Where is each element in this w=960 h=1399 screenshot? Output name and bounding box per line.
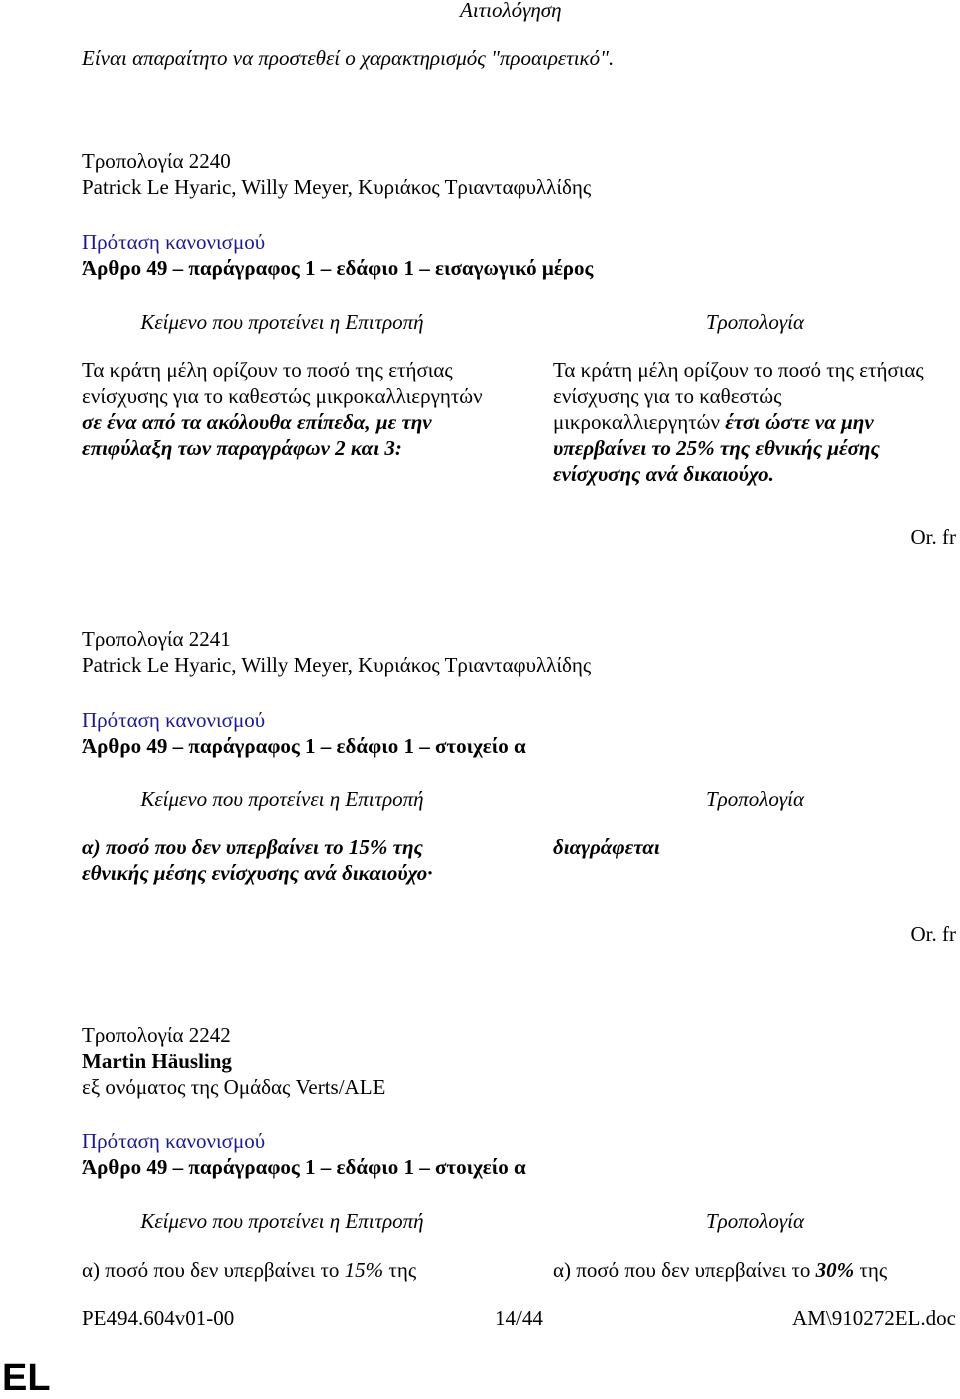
article-reference: Άρθρο 49 – παράγραφος 1 – εδάφιο 1 – εισαγωγικό μέρος — [82, 256, 594, 280]
amendment-text-value: 30% — [815, 1258, 855, 1282]
proposal-label: Πρόταση κανονισμού — [82, 230, 266, 254]
column-header-amendment: Τροπολογία — [705, 1209, 804, 1233]
justification-heading: Αιτιολόγηση — [460, 0, 562, 22]
amendment-authors: Patrick Le Hyaric, Willy Meyer, Κυριάκος Τριανταφυλλίδης — [82, 653, 592, 677]
amendment-number: Τροπολογία 2241 — [82, 627, 231, 651]
article-reference: Άρθρο 49 – παράγραφος 1 – εδάφιο 1 – στοιχείο α — [82, 734, 526, 758]
column-header-commission: Κείμενο που προτείνει η Επιτροπή — [140, 787, 424, 811]
proposal-label: Πρόταση κανονισμού — [82, 1129, 266, 1153]
amendment-number: Τροπολογία 2242 — [82, 1023, 231, 1047]
column-header-commission: Κείμενο που προτείνει η Επιτροπή — [140, 1209, 424, 1233]
footer-page-number: 14/44 — [495, 1306, 543, 1330]
original-language: Or. fr — [910, 922, 956, 946]
commission-text — [82, 1257, 416, 1283]
amendment-text-pre: α) ποσό που δεν υπερβαίνει το — [553, 1258, 816, 1282]
footer-doc-ref: PE494.604v01-00 — [82, 1306, 235, 1330]
amendment-authors: Patrick Le Hyaric, Willy Meyer, Κυριάκος Τριανταφυλλίδης — [82, 175, 592, 199]
commission-text — [82, 357, 487, 461]
amendment-text-post: της — [854, 1258, 888, 1282]
original-language: Or. fr — [910, 525, 956, 549]
commission-text: α) ποσό που δεν υπερβαίνει το 15% της εθνικής μέσης ενίσχυσης ανά δικαιούχο· — [82, 835, 433, 885]
amendment-text — [553, 357, 933, 487]
language-code: EL — [2, 1357, 51, 1399]
column-header-amendment: Τροπολογία — [705, 310, 804, 334]
amendment-author: Martin Häusling — [82, 1049, 232, 1073]
commission-text-deleted: σε ένα από τα ακόλουθα επίπεδα, με την επιφύλαξη των παραγράφων 2 και 3: — [82, 410, 432, 460]
amendment-number: Τροπολογία 2240 — [82, 149, 231, 173]
amendment-text-added: έτσι ώστε να μην υπερβαίνει το 25% της εθνικής μέσης ενίσχυσης ανά δικαιούχο. — [553, 410, 880, 486]
commission-text-value: 15% — [344, 1258, 384, 1282]
column-header-commission: Κείμενο που προτείνει η Επιτροπή — [140, 310, 424, 334]
proposal-label: Πρόταση κανονισμού — [82, 708, 266, 732]
footer-file-name: AM\910272EL.doc — [792, 1306, 956, 1330]
article-reference: Άρθρο 49 – παράγραφος 1 – εδάφιο 1 – στοιχείο α — [82, 1155, 526, 1179]
commission-text-pre: α) ποσό που δεν υπερβαίνει το — [82, 1258, 345, 1282]
amendment-group: εξ ονόματος της Ομάδας Verts/ALE — [82, 1075, 386, 1099]
commission-text-post: της — [383, 1258, 417, 1282]
justification-text: Είναι απαραίτητο να προστεθεί ο χαρακτηρισμός "προαιρετικό". — [82, 46, 615, 70]
amendment-text-plain: Τα κράτη μέλη ορίζουν το ποσό της ετήσιας ενίσχυσης για το καθεστώς μικροκαλλιεργητών — [553, 358, 924, 434]
amendment-text — [553, 1257, 887, 1283]
column-header-amendment: Τροπολογία — [705, 787, 804, 811]
amendment-text: διαγράφεται — [553, 835, 660, 859]
commission-text-plain: Τα κράτη μέλη ορίζουν το ποσό της ετήσιας ενίσχυσης για το καθεστώς μικροκαλλιεργητών — [82, 358, 483, 408]
